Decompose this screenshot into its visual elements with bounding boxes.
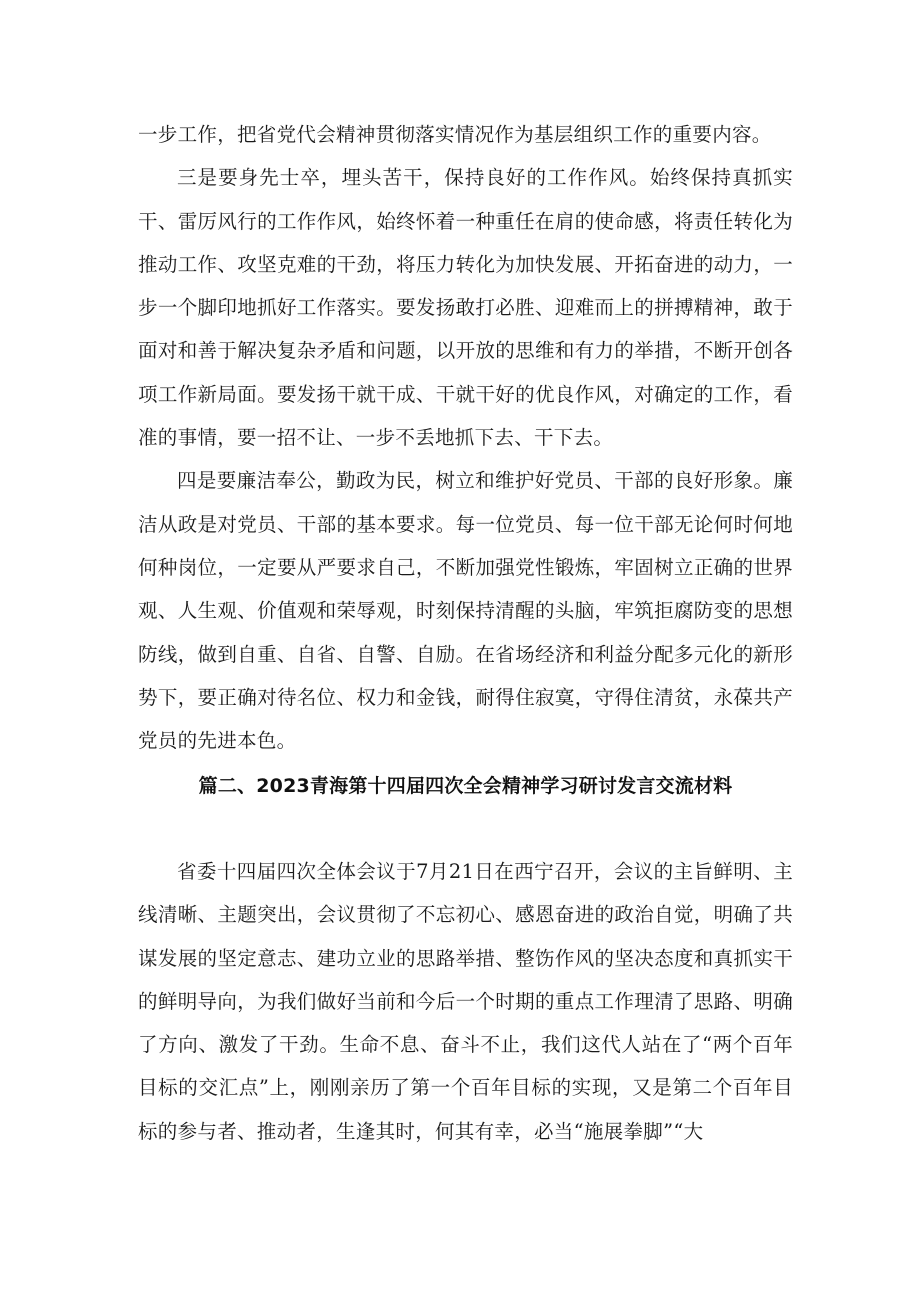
section-two-heading: 篇二、2023青海第十四届四次全会精神学习研讨发言交流材料 [198, 775, 733, 797]
section-two-body [138, 850, 793, 1153]
paragraph-point-four: 四是要廉洁奉公，勤政为民，树立和维护好党员、干部的良好形象。廉洁从政是对党员、干部的基本要求。每一位党员、每一位干部无论何时何地何种岗位，一定要从严要求自己，不断加强党性锻炼，牢固树立正确的世界观、人生观、价值观和荣辱观，时刻保持清醒的头脑，牢筑拒腐防变的思想防线，做到自重、自省、自警、自励。在省场经济和利益分配多元化的新形势下，要正确对待名位、权力和金钱，耐得住寂寞，守得住清贫，永葆共产党员的先进本色。 [138, 469, 793, 753]
paragraph-meeting-summary: 省委十四届四次全体会议于7月21日在西宁召开，会议的主旨鲜明、主线清晰、主题突出，会议贯彻了不忘初心、感恩奋进的政治自觉，明确了共谋发展的坚定意志、建功立业的思路举措、整饬作风的坚决态度和真抓实干的鲜明导向，为我们做好当前和今后一个时期的重点工作理清了思路、明确了方向、激发了干劲。生命不息、奋斗不止，我们这代人站在了“两个百年目标的交汇点”上，刚刚亲历了第一个百年目标的实现，又是第二个百年目标的参与者、推动者，生逢其时，何其有幸，必当“施展拳脚”“大 [138, 860, 793, 1143]
paragraph-continuation: 一步工作，把省党代会精神贯彻落实情况作为基层组织工作的重要内容。 [138, 123, 772, 146]
section-one-body [138, 113, 793, 762]
paragraph-point-three: 三是要身先士卒，埋头苦干，保持良好的工作作风。始终保持真抓实干、雷厉风行的工作作风，始终怀着一种重任在肩的使命感，将责任转化为推动工作、攻坚克难的干劲，将压力转化为加快发展、开拓奋进的动力，一步一个脚印地抓好工作落实。要发扬敢打必胜、迎难而上的拼搏精神，敢于面对和善于解决复杂矛盾和问题，以开放的思维和有力的举措，不断开创各项工作新局面。要发扬干就干成、干就干好的优良作风，对确定的工作，看准的事情，要一招不让、一步不丢地抓下去、干下去。 [138, 166, 793, 450]
